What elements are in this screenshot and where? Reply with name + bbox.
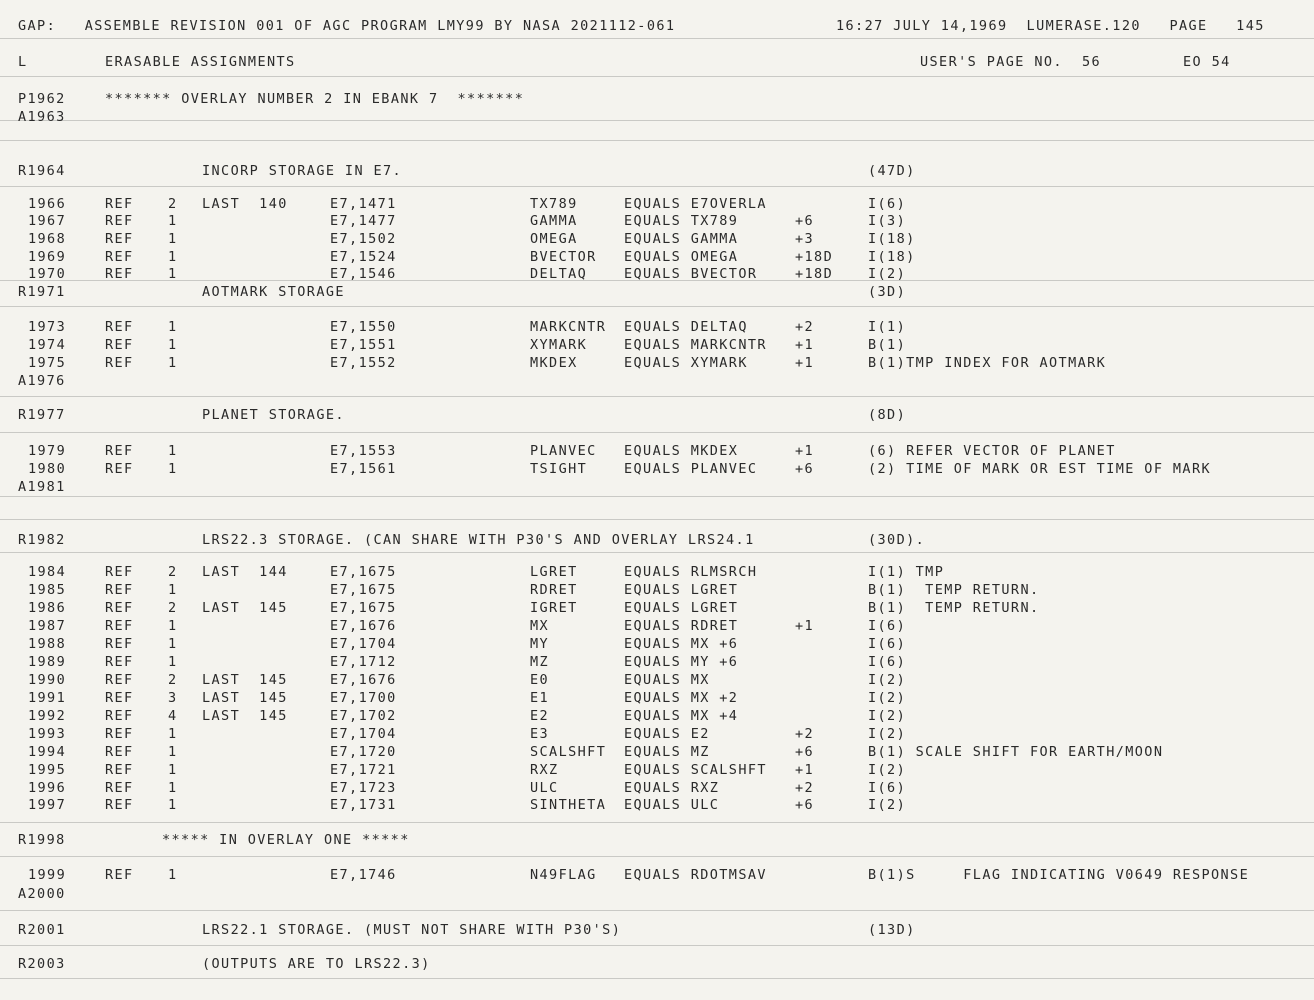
ref-label: REF	[105, 780, 134, 796]
line-number: A1981	[18, 479, 66, 495]
annotation-row	[0, 531, 1314, 549]
last-ref: LAST 145	[202, 690, 288, 706]
assignment-row	[0, 581, 1314, 599]
erasable-address: E7,1704	[330, 636, 397, 652]
symbol-name: N49FLAG	[530, 867, 597, 883]
ref-count: 1	[168, 654, 178, 670]
equals-expression: EQUALS RDRET	[624, 618, 739, 634]
erasable-address: E7,1552	[330, 355, 397, 371]
offset: +1	[795, 618, 815, 634]
page-subheader	[0, 53, 1314, 71]
assignment-row	[0, 195, 1314, 213]
line-number: A1963	[18, 109, 66, 125]
assignment-row	[0, 318, 1314, 336]
ref-label: REF	[105, 196, 134, 212]
ref-label: REF	[105, 867, 134, 883]
symbol-name: BVECTOR	[530, 249, 597, 265]
ref-label: REF	[105, 762, 134, 778]
line-number: 1999	[28, 867, 67, 883]
ref-label: REF	[105, 726, 134, 742]
paper-rule-line	[0, 910, 1314, 911]
size-comment: (2) TIME OF MARK OR EST TIME OF MARK	[868, 461, 1211, 477]
equals-expression: EQUALS OMEGA	[624, 249, 739, 265]
ref-label: REF	[105, 797, 134, 813]
offset: +2	[795, 319, 815, 335]
annotation-row	[0, 162, 1314, 180]
symbol-name: MX	[530, 618, 550, 634]
ref-label: REF	[105, 266, 134, 282]
paper-rule-line	[0, 519, 1314, 520]
paper-rule-line	[0, 76, 1314, 77]
assignment-row	[0, 442, 1314, 460]
ref-count: 1	[168, 618, 178, 634]
paper-rule-line	[0, 856, 1314, 857]
line-number: R1998	[18, 832, 66, 848]
size-comment: I(2)	[868, 797, 907, 813]
equals-expression: EQUALS RXZ	[624, 780, 720, 796]
line-number: A2000	[18, 886, 66, 902]
annotation-row	[0, 372, 1314, 390]
annotation-text: INCORP STORAGE IN E7.	[202, 163, 403, 179]
erasable-address: E7,1524	[330, 249, 397, 265]
subheader-marker: L	[18, 54, 28, 70]
symbol-name: MZ	[530, 654, 550, 670]
ref-count: 1	[168, 337, 178, 353]
word-count: (47D)	[868, 163, 916, 179]
ref-count: 1	[168, 780, 178, 796]
ref-label: REF	[105, 744, 134, 760]
equals-expression: EQUALS MX +6	[624, 636, 739, 652]
equals-expression: EQUALS LGRET	[624, 582, 739, 598]
symbol-name: OMEGA	[530, 231, 578, 247]
line-number: 1991	[28, 690, 67, 706]
assignment-row	[0, 617, 1314, 635]
annotation-row	[0, 921, 1314, 939]
ref-count: 2	[168, 600, 178, 616]
ref-label: REF	[105, 337, 134, 353]
erasable-address: E7,1675	[330, 600, 397, 616]
assignment-row	[0, 725, 1314, 743]
word-count: (13D)	[868, 922, 916, 938]
symbol-name: E1	[530, 690, 550, 706]
ref-label: REF	[105, 690, 134, 706]
line-number: 1997	[28, 797, 67, 813]
erasable-address: E7,1675	[330, 582, 397, 598]
line-number: A1976	[18, 373, 66, 389]
line-number: R1977	[18, 407, 66, 423]
line-number: 1992	[28, 708, 67, 724]
annotation-row	[0, 283, 1314, 301]
size-comment: I(2)	[868, 762, 907, 778]
annotation-row	[0, 108, 1314, 126]
ref-count: 1	[168, 636, 178, 652]
ref-count: 1	[168, 762, 178, 778]
size-comment: I(6)	[868, 654, 907, 670]
erasable-address: E7,1551	[330, 337, 397, 353]
size-comment: I(6)	[868, 196, 907, 212]
symbol-name: LGRET	[530, 564, 578, 580]
line-number: 1987	[28, 618, 67, 634]
size-comment: I(6)	[868, 780, 907, 796]
equals-expression: EQUALS PLANVEC	[624, 461, 758, 477]
erasable-address: E7,1720	[330, 744, 397, 760]
line-number: 1986	[28, 600, 67, 616]
erasable-address: E7,1702	[330, 708, 397, 724]
line-number: 1966	[28, 196, 67, 212]
symbol-name: MY	[530, 636, 550, 652]
erasable-address: E7,1676	[330, 672, 397, 688]
line-number: 1975	[28, 355, 67, 371]
paper-rule-line	[0, 432, 1314, 433]
size-comment: I(1) TMP	[868, 564, 945, 580]
symbol-name: XYMARK	[530, 337, 588, 353]
equals-expression: EQUALS MY +6	[624, 654, 739, 670]
erasable-address: E7,1471	[330, 196, 397, 212]
assignment-row	[0, 689, 1314, 707]
ref-count: 4	[168, 708, 178, 724]
ref-label: REF	[105, 672, 134, 688]
line-number: 1970	[28, 266, 67, 282]
equals-expression: EQUALS LGRET	[624, 600, 739, 616]
line-number: R1982	[18, 532, 66, 548]
equals-expression: EQUALS MARKCNTR	[624, 337, 767, 353]
symbol-name: RDRET	[530, 582, 578, 598]
ref-label: REF	[105, 564, 134, 580]
ref-label: REF	[105, 582, 134, 598]
erasable-address: E7,1731	[330, 797, 397, 813]
paper-rule-line	[0, 978, 1314, 979]
erasable-address: E7,1561	[330, 461, 397, 477]
symbol-name: GAMMA	[530, 213, 578, 229]
ref-count: 1	[168, 867, 178, 883]
offset: +6	[795, 744, 815, 760]
subheader-title: ERASABLE ASSIGNMENTS	[105, 54, 296, 70]
size-comment: B(1) TEMP RETURN.	[868, 582, 1040, 598]
line-number: R2001	[18, 922, 66, 938]
ref-label: REF	[105, 249, 134, 265]
equals-expression: EQUALS SCALSHFT	[624, 762, 767, 778]
line-number: 1969	[28, 249, 67, 265]
header-left: GAP: ASSEMBLE REVISION 001 OF AGC PROGRAM LMY99 BY NASA 2021112-061	[18, 18, 676, 34]
size-comment: I(2)	[868, 672, 907, 688]
equals-expression: EQUALS BVECTOR	[624, 266, 758, 282]
equals-expression: EQUALS RLMSRCH	[624, 564, 758, 580]
erasable-address: E7,1712	[330, 654, 397, 670]
annotation-text: PLANET STORAGE.	[202, 407, 345, 423]
size-comment: I(18)	[868, 231, 916, 247]
assignment-row	[0, 635, 1314, 653]
size-comment: I(18)	[868, 249, 916, 265]
paper-rule-line	[0, 822, 1314, 823]
symbol-name: E0	[530, 672, 550, 688]
last-ref: LAST 145	[202, 600, 288, 616]
paper-rule-line	[0, 140, 1314, 141]
erasable-address: E7,1704	[330, 726, 397, 742]
symbol-name: SINTHETA	[530, 797, 607, 813]
last-ref: LAST 140	[202, 196, 288, 212]
offset: +2	[795, 726, 815, 742]
annotation-text: AOTMARK STORAGE	[202, 284, 345, 300]
size-comment: B(1) SCALE SHIFT FOR EARTH/MOON	[868, 744, 1164, 760]
size-comment: I(3)	[868, 213, 907, 229]
paper-rule-line	[0, 496, 1314, 497]
ref-count: 1	[168, 355, 178, 371]
ref-count: 1	[168, 443, 178, 459]
offset: +6	[795, 797, 815, 813]
line-number: 1994	[28, 744, 67, 760]
size-comment: B(1)TMP INDEX FOR AOTMARK	[868, 355, 1107, 371]
paper-rule-line	[0, 396, 1314, 397]
annotation-row	[0, 955, 1314, 973]
offset: +6	[795, 213, 815, 229]
ref-label: REF	[105, 355, 134, 371]
line-number: 1993	[28, 726, 67, 742]
erasable-address: E7,1700	[330, 690, 397, 706]
annotation-text: ***** IN OVERLAY ONE *****	[162, 832, 410, 848]
ref-label: REF	[105, 636, 134, 652]
offset: +3	[795, 231, 815, 247]
symbol-name: MARKCNTR	[530, 319, 607, 335]
line-number: 1979	[28, 443, 67, 459]
size-comment: I(2)	[868, 708, 907, 724]
assignment-row	[0, 779, 1314, 797]
header-right: 16:27 JULY 14,1969 LUMERASE.120 PAGE 145	[836, 18, 1265, 34]
erasable-address: E7,1721	[330, 762, 397, 778]
line-number: R1971	[18, 284, 66, 300]
symbol-name: TX789	[530, 196, 578, 212]
symbol-name: MKDEX	[530, 355, 578, 371]
size-comment: I(1)	[868, 319, 907, 335]
ref-count: 1	[168, 461, 178, 477]
ref-label: REF	[105, 319, 134, 335]
size-comment: B(1)	[868, 337, 907, 353]
assignment-row	[0, 761, 1314, 779]
paper-rule-line	[0, 38, 1314, 39]
line-number: R2003	[18, 956, 66, 972]
assignment-row	[0, 336, 1314, 354]
equals-expression: EQUALS MZ	[624, 744, 710, 760]
users-page-number: USER'S PAGE NO. 56	[920, 54, 1102, 70]
assignment-row	[0, 563, 1314, 581]
symbol-name: TSIGHT	[530, 461, 588, 477]
ref-label: REF	[105, 443, 134, 459]
equals-expression: EQUALS MX	[624, 672, 710, 688]
line-number: 1996	[28, 780, 67, 796]
equals-expression: EQUALS GAMMA	[624, 231, 739, 247]
equals-expression: EQUALS RDOTMSAV	[624, 867, 767, 883]
assignment-row	[0, 866, 1314, 884]
annotation-row	[0, 478, 1314, 496]
ref-count: 3	[168, 690, 178, 706]
symbol-name: E3	[530, 726, 550, 742]
last-ref: LAST 145	[202, 708, 288, 724]
symbol-name: RXZ	[530, 762, 559, 778]
equals-expression: EQUALS MX +4	[624, 708, 739, 724]
annotation-row	[0, 90, 1314, 108]
line-number: 1967	[28, 213, 67, 229]
ref-label: REF	[105, 600, 134, 616]
assignment-row	[0, 707, 1314, 725]
line-number: 1968	[28, 231, 67, 247]
equals-expression: EQUALS ULC	[624, 797, 720, 813]
page-header	[0, 17, 1314, 35]
size-comment: B(1) TEMP RETURN.	[868, 600, 1040, 616]
word-count: (3D)	[868, 284, 907, 300]
ref-count: 1	[168, 249, 178, 265]
size-comment: I(6)	[868, 618, 907, 634]
size-comment: I(2)	[868, 726, 907, 742]
ref-count: 2	[168, 672, 178, 688]
symbol-name: DELTAQ	[530, 266, 588, 282]
ref-count: 1	[168, 797, 178, 813]
ref-label: REF	[105, 213, 134, 229]
line-number: 1995	[28, 762, 67, 778]
erasable-address: E7,1723	[330, 780, 397, 796]
erasable-address: E7,1546	[330, 266, 397, 282]
size-comment: (6) REFER VECTOR OF PLANET	[868, 443, 1116, 459]
line-number: 1973	[28, 319, 67, 335]
ref-count: 1	[168, 266, 178, 282]
offset: +1	[795, 443, 815, 459]
paper-rule-line	[0, 186, 1314, 187]
ref-count: 1	[168, 726, 178, 742]
erasable-address: E7,1676	[330, 618, 397, 634]
erasable-address: E7,1502	[330, 231, 397, 247]
assignment-row	[0, 796, 1314, 814]
size-comment: I(2)	[868, 266, 907, 282]
ref-label: REF	[105, 654, 134, 670]
size-comment: I(6)	[868, 636, 907, 652]
ref-label: REF	[105, 461, 134, 477]
equals-expression: EQUALS XYMARK	[624, 355, 748, 371]
annotation-text: LRS22.1 STORAGE. (MUST NOT SHARE WITH P30'S)	[202, 922, 622, 938]
symbol-name: SCALSHFT	[530, 744, 607, 760]
annotation-text: ******* OVERLAY NUMBER 2 IN EBANK 7 *******	[105, 91, 525, 107]
offset: +1	[795, 355, 815, 371]
paper-rule-line	[0, 945, 1314, 946]
ref-count: 1	[168, 582, 178, 598]
assignment-row	[0, 265, 1314, 283]
annotation-row	[0, 831, 1314, 849]
assignment-row	[0, 248, 1314, 266]
symbol-name: IGRET	[530, 600, 578, 616]
ref-count: 2	[168, 564, 178, 580]
line-number: 1985	[28, 582, 67, 598]
line-number: 1984	[28, 564, 67, 580]
annotation-text: (OUTPUTS ARE TO LRS22.3)	[202, 956, 431, 972]
symbol-name: E2	[530, 708, 550, 724]
line-number: 1989	[28, 654, 67, 670]
equals-expression: EQUALS E2	[624, 726, 710, 742]
symbol-name: ULC	[530, 780, 559, 796]
erasable-address: E7,1477	[330, 213, 397, 229]
paper-rule-line	[0, 306, 1314, 307]
symbol-name: PLANVEC	[530, 443, 597, 459]
line-number: 1974	[28, 337, 67, 353]
line-number: 1988	[28, 636, 67, 652]
ref-label: REF	[105, 231, 134, 247]
ref-label: REF	[105, 708, 134, 724]
word-count: (8D)	[868, 407, 907, 423]
erasable-address: E7,1675	[330, 564, 397, 580]
assignment-row	[0, 653, 1314, 671]
assignment-row	[0, 354, 1314, 372]
paper-rule-line	[0, 552, 1314, 553]
ref-count: 2	[168, 196, 178, 212]
size-comment: B(1)S FLAG INDICATING V0649 RESPONSE	[868, 867, 1250, 883]
equals-expression: EQUALS TX789	[624, 213, 739, 229]
assignment-row	[0, 460, 1314, 478]
ref-count: 1	[168, 744, 178, 760]
line-number: P1962	[18, 91, 66, 107]
equals-expression: EQUALS DELTAQ	[624, 319, 748, 335]
offset: +18D	[795, 266, 834, 282]
offset: +2	[795, 780, 815, 796]
equals-expression: EQUALS MX +2	[624, 690, 739, 706]
assignment-row	[0, 212, 1314, 230]
ref-count: 1	[168, 231, 178, 247]
line-number: R1964	[18, 163, 66, 179]
equals-expression: EQUALS MKDEX	[624, 443, 739, 459]
annotation-text: LRS22.3 STORAGE. (CAN SHARE WITH P30'S AND OVERLAY LRS24.1	[202, 532, 755, 548]
ref-count: 1	[168, 213, 178, 229]
annotation-row	[0, 406, 1314, 424]
offset: +1	[795, 337, 815, 353]
offset: +1	[795, 762, 815, 778]
eo-number: EO 54	[1183, 54, 1231, 70]
erasable-address: E7,1553	[330, 443, 397, 459]
offset: +18D	[795, 249, 834, 265]
erasable-address: E7,1746	[330, 867, 397, 883]
last-ref: LAST 145	[202, 672, 288, 688]
assignment-row	[0, 671, 1314, 689]
assignment-row	[0, 743, 1314, 761]
erasable-address: E7,1550	[330, 319, 397, 335]
annotation-row	[0, 885, 1314, 903]
word-count: (30D).	[868, 532, 926, 548]
ref-count: 1	[168, 319, 178, 335]
assignment-row	[0, 599, 1314, 617]
line-number: 1980	[28, 461, 67, 477]
offset: +6	[795, 461, 815, 477]
size-comment: I(2)	[868, 690, 907, 706]
assignment-row	[0, 230, 1314, 248]
equals-expression: EQUALS E7OVERLA	[624, 196, 767, 212]
ref-label: REF	[105, 618, 134, 634]
last-ref: LAST 144	[202, 564, 288, 580]
line-number: 1990	[28, 672, 67, 688]
